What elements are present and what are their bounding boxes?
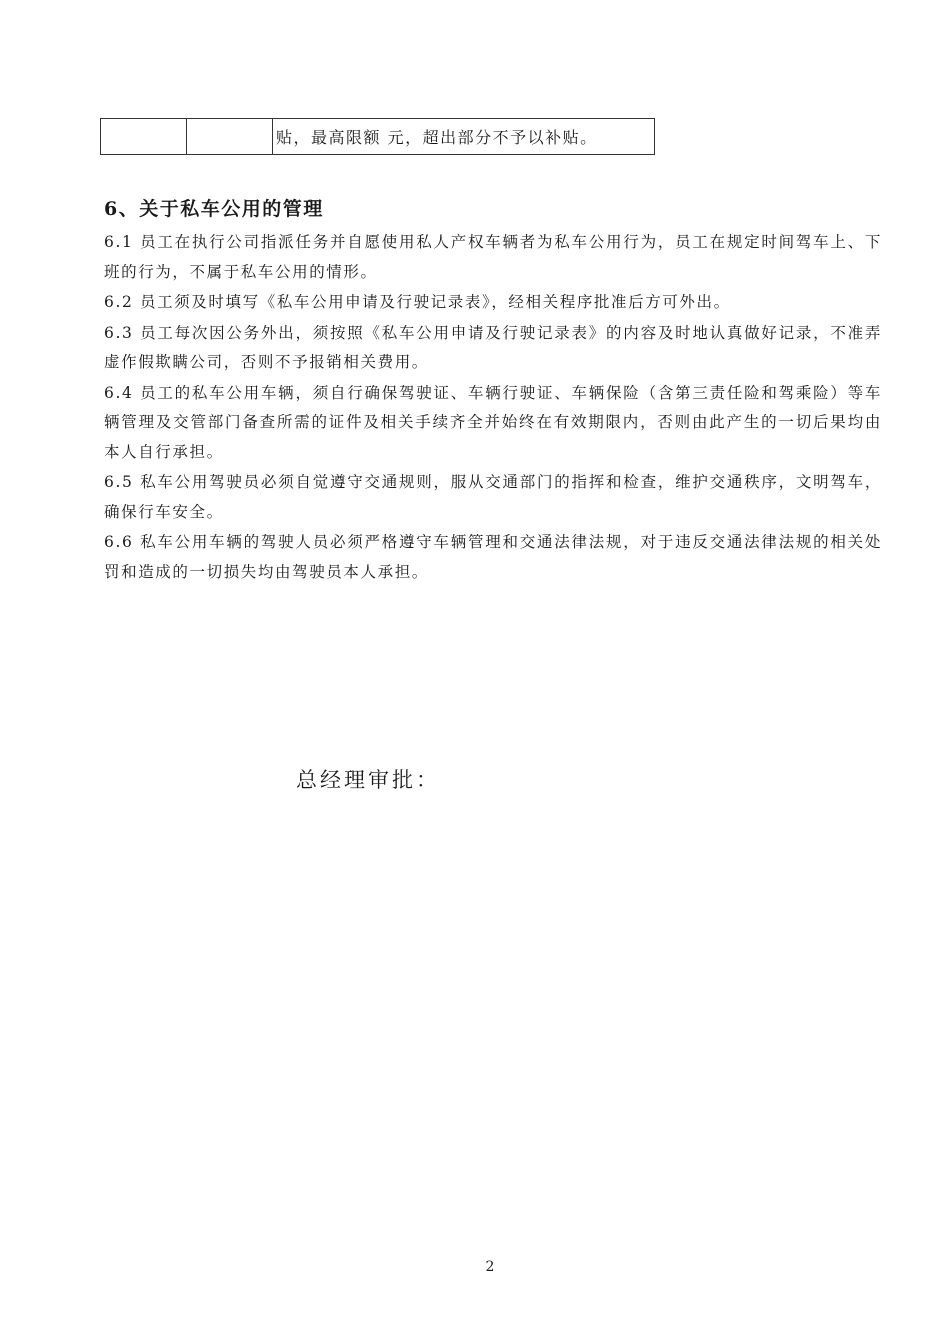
clause-6-5: 6.5 私车公用驾驶员必须自觉遵守交通规则，服从交通部门的指挥和检查，维护交通秩序，文明驾车，确保行车安全。 <box>104 473 882 521</box>
clause-6-4: 6.4 员工的私车公用车辆，须自行确保驾驶证、车辆行驶证、车辆保险（含第三责任险和驾乘险）等车辆管理及交管部门备查所需的证件及相关手续齐全并始终在有效期限内，否则由此产生的一切后果均由本人自行承担。 <box>104 383 882 461</box>
section-heading: 6、关于私车公用的管理 <box>104 198 324 220</box>
clause-6-6: 6.6 私车公用车辆的驾驶人员必须严格遵守车辆管理和交通法律法规，对于违反交通法律法规的相关处罚和造成的一切损失均由驾驶员本人承担。 <box>104 533 882 581</box>
table-cell <box>187 119 273 155</box>
table-cell <box>101 119 187 155</box>
clause-list <box>104 228 882 588</box>
fee-table <box>100 118 655 155</box>
clause-6-1: 6.1 员工在执行公司指派任务并自愿使用私人产权车辆者为私车公用行为，员工在规定时间驾车上、下班的行为，不属于私车公用的情形。 <box>104 233 882 281</box>
page-number: 2 <box>485 1259 495 1275</box>
table-row <box>101 119 655 155</box>
clause-6-3: 6.3 员工每次因公务外出，须按照《私车公用申请及行驶记录表》的内容及时地认真做好记录，不准弄虚作假欺瞒公司，否则不予报销相关费用。 <box>104 323 882 371</box>
clause-6-2: 6.2 员工须及时填写《私车公用申请及行驶记录表》，经相关程序批准后方可外出。 <box>104 293 731 311</box>
approval-label: 总经理审批： <box>296 768 440 792</box>
table-cell: 贴，最高限额 元，超出部分不予以补贴。 <box>273 119 655 155</box>
